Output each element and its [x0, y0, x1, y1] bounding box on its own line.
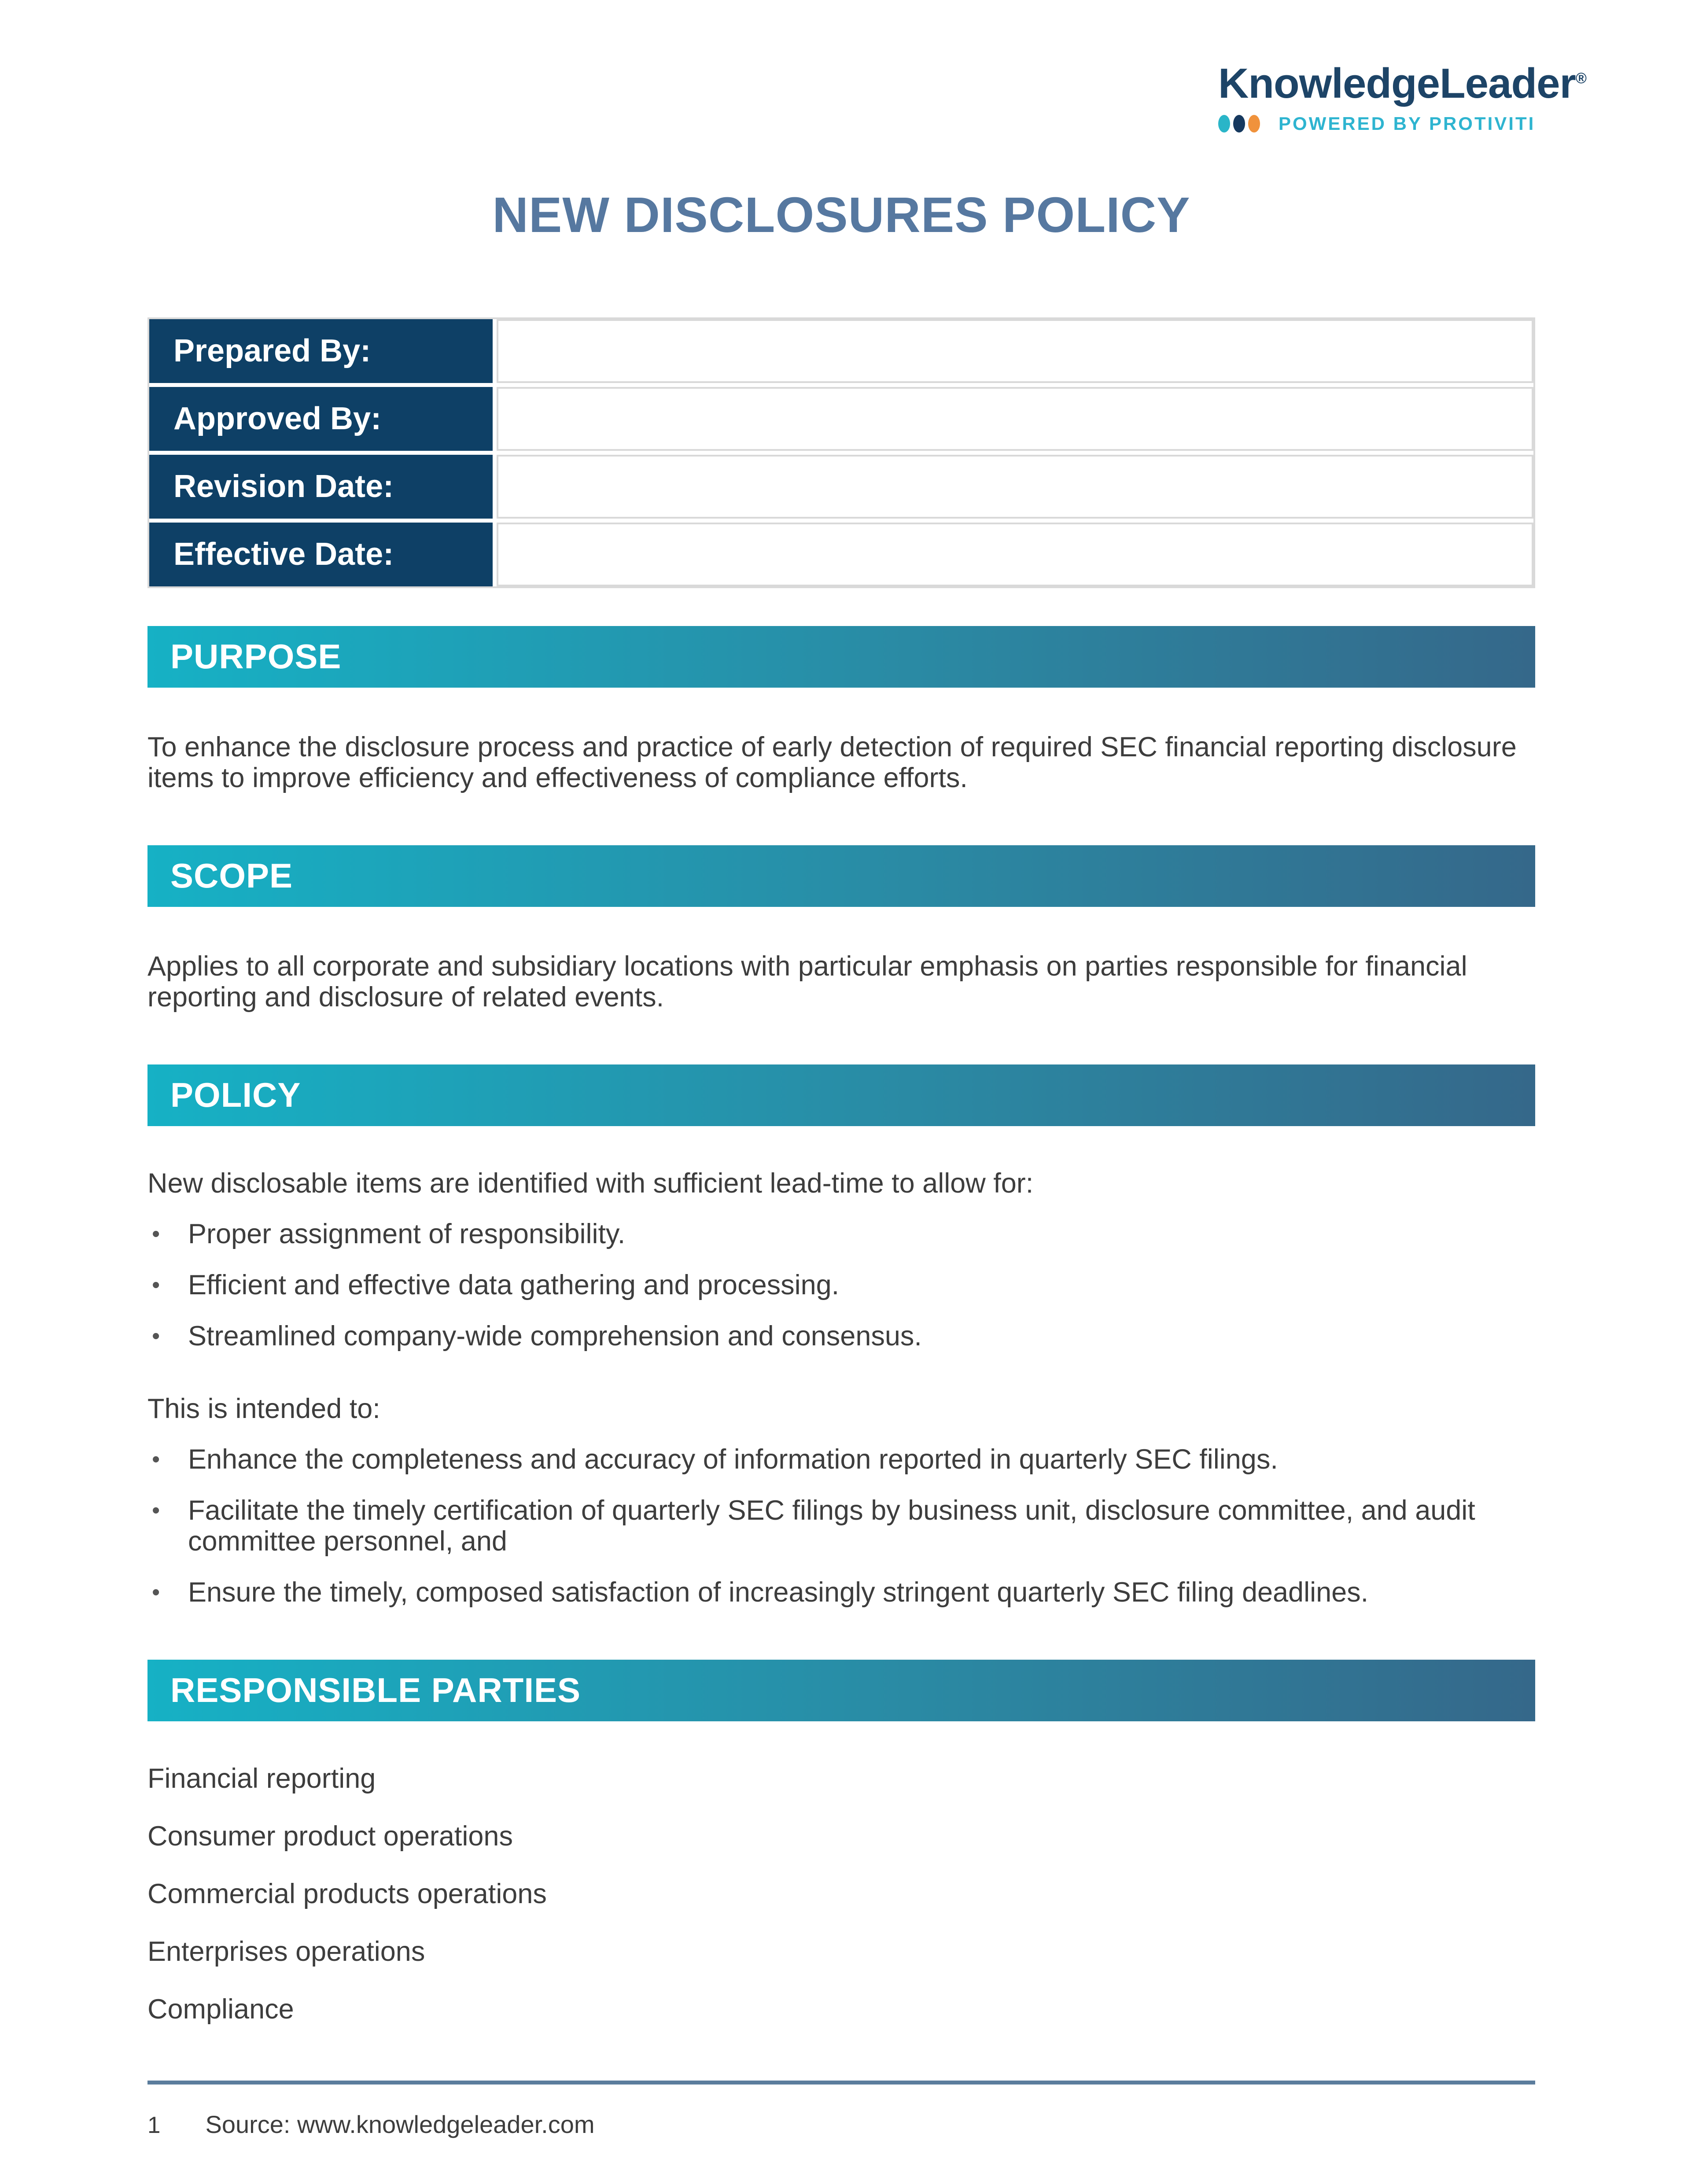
source-text: Source: www.knowledgeleader.com [205, 2110, 595, 2138]
policy-lead-bullet-list [147, 1219, 1535, 1352]
footer-text-row [147, 2110, 1535, 2139]
list-item: Enterprises operations [147, 1936, 425, 1967]
effective-date-label: Effective Date: [149, 523, 493, 586]
table-row [149, 455, 1533, 519]
list-item [147, 1321, 1535, 1352]
bullet-icon: • [152, 1272, 160, 1298]
revision-date-label: Revision Date: [149, 455, 493, 519]
bullet-text: Facilitate the timely certification of quarterly SEC filings by business unit, disclosure committee, and audit committee personnel, and [188, 1495, 1475, 1557]
list-item: Financial reporting [147, 1763, 376, 1794]
list-item [147, 1219, 1535, 1249]
list-item: Commercial products operations [147, 1878, 547, 1909]
list-item: Compliance [147, 1993, 294, 2025]
teal-dot-icon [1218, 115, 1230, 133]
table-row [149, 319, 1533, 383]
list-item [147, 1444, 1535, 1475]
policy-intro: New disclosable items are identified with sufficient lead-time to allow for: [147, 1168, 1034, 1199]
revision-date-value [497, 455, 1533, 519]
logo-dots-icon [1218, 115, 1260, 133]
table-row [149, 387, 1533, 451]
bullet-text: Efficient and effective data gathering and processing. [188, 1269, 840, 1300]
bullet-text: Proper assignment of responsibility. [188, 1218, 626, 1249]
list-item [147, 1577, 1535, 1608]
document-info-table [147, 317, 1535, 588]
purpose-paragraph: To enhance the disclosure process and practice of early detection of required SEC financial reporting disclosure items to improve efficiency and effectiveness of compliance efforts. [147, 731, 1517, 793]
list-item [147, 1270, 1535, 1300]
policy-intent-intro: This is intended to: [147, 1393, 380, 1424]
bullet-icon: • [152, 1579, 160, 1605]
table-row [149, 523, 1533, 586]
policy-intent-bullet-list [147, 1444, 1535, 1608]
approved-by-label: Approved By: [149, 387, 493, 451]
prepared-by-value [497, 319, 1533, 383]
bullet-icon: • [152, 1323, 160, 1349]
footer-divider [147, 2081, 1535, 2085]
logo-wordmark [1218, 62, 1586, 106]
bullet-text: Streamlined company-wide comprehension and consensus. [188, 1320, 922, 1352]
page-footer [147, 2081, 1535, 2139]
scope-section-header: SCOPE [147, 845, 1535, 907]
page-number: 1 [147, 2112, 161, 2138]
registered-trademark-icon: ® [1575, 70, 1586, 87]
orange-dot-icon [1248, 115, 1260, 133]
effective-date-value [497, 523, 1533, 586]
bullet-text: Ensure the timely, composed satisfaction of increasingly stringent quarterly SEC filing deadlines. [188, 1576, 1369, 1608]
prepared-by-label: Prepared By: [149, 319, 493, 383]
list-item [147, 1495, 1535, 1557]
navy-dot-icon [1233, 115, 1245, 133]
list-item: Consumer product operations [147, 1820, 513, 1852]
logo-brand-text: KnowledgeLeader [1218, 60, 1576, 107]
bullet-icon: • [152, 1221, 160, 1247]
page-title: NEW DISCLOSURES POLICY [492, 187, 1190, 243]
bullet-icon: • [152, 1497, 160, 1523]
logo-tagline-row [1218, 113, 1535, 134]
responsible-parties-section-header: RESPONSIBLE PARTIES [147, 1660, 1535, 1721]
scope-paragraph: Applies to all corporate and subsidiary locations with particular emphasis on parties responsible for financial reporting and disclosure of related events. [147, 950, 1467, 1013]
bullet-text: Enhance the completeness and accuracy of information reported in quarterly SEC filings. [188, 1444, 1278, 1475]
powered-by-protiviti-label: POWERED BY PROTIVITI [1279, 113, 1536, 134]
bullet-icon: • [152, 1446, 160, 1472]
responsible-parties-list [147, 1763, 1535, 2025]
knowledgeleader-logo [1218, 60, 1586, 134]
policy-section-header: POLICY [147, 1064, 1535, 1126]
approved-by-value [497, 387, 1533, 451]
purpose-section-header: PURPOSE [147, 626, 1535, 688]
